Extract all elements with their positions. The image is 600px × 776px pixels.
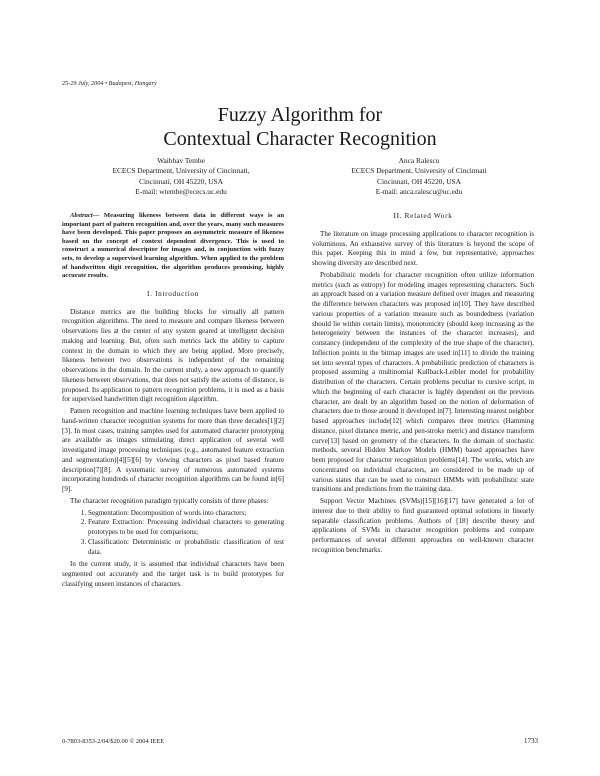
conference-header: 25-29 July, 2004 • Budapest, Hungary [62,80,157,87]
author-1 [62,156,300,198]
author-block [62,156,538,198]
author-2 [300,156,538,198]
author-address: Cincinnati, OH 45220, USA [139,176,223,186]
paragraph: Pattern recognition and machine learning techniques have been applied to hand-written character recognition systems for more than three decades[1][2][3]. In most cases, training samples used for automated character prototyping are available as images stimulating direct application of several well investigated image processing techniques (e.g., automated feature extraction and segmentation)[4][5][6] by viewing characters as pixel based feature description[7][8]. A systematic survey of numerous automated systems incorporating hundreds of character recognition algorithms can be found in[6][9]. [62,407,284,493]
related-work-heading: II. Related Work [393,212,453,220]
introduction-heading: I. Introduction [146,289,200,298]
paper-title [0,103,600,151]
left-column [62,212,284,590]
isbn-footer: 0-7803-8353-2/04/$20.00 © 2004 IEEE [62,738,165,745]
abstract-label: Abstract [70,212,93,219]
author-affiliation: ECECS Department, University of Cincinnati, [112,166,250,176]
page-number: 1733 [524,737,538,745]
title-line-1: Fuzzy Algorithm for [217,104,383,126]
right-column [312,212,534,556]
author-address: Cincinnati, OH 45220, USA [377,176,461,186]
paragraph: Support Vector Machines (SVMs)[15][16][17] have generated a lot of interest due to their ability to find guaranteed optimal solutions in linearly separable classification problems. Authors of [18] describe theory and applications of SVMs in character recognition problems and compare performances of several different approaches on well-known character recognition benchmarks. [312,497,534,554]
list-item: 3. Classification: Deterministic or probabilistic classification of test data. [88,538,284,558]
author-name: Anca Ralescu [398,156,440,165]
list-item: 1. Segmentation: Decomposition of words into characters; [88,509,284,519]
author-email: E-mail: anca.ralescu@uc.edu [375,187,463,197]
author-email: E-mail: wtembe@ececs.uc.edu [135,187,227,197]
paragraph: The literature on image processing applications to character recognition is voluminous. An exhaustive survey of this literature is beyond the scope of this paper. Keeping this in mind a few, but representative, approaches showing diversity are described next. [312,229,534,267]
paragraph: The character recognition paradigm typically consists of three phases: [70,496,269,505]
title-line-2: Contextual Character Recognition [163,128,437,150]
paragraph: Probabilistic models for character recognition often utilize information metrics (such as entropy) for modeling images representing characters. Such an approach based on a variation measure defined over images and measuring the difference between characters was proposed in[10]. They have described various properties of a variation measure such as boundedness (variation should lie within certain limits), monotonicity (should keep increasing as the heterogeneity between the instances of the character increases), and constancy (independent of the complexity of the true shape of the character). Inflection points in the bitmap images are used in[11] to divide the training set into several types of characters. A probabilistic prediction of characters is proposed assuming a multinomial Kullback-Leibler model for probability distribution of the characters. Certain problems peculiar to cursive script, in which the beginning of each character is highly dependent on the previous character, are dealt by an algorithm based on the notion of deformation of characters due to those around it developed in[7]. Interesting nearest neighbor based approaches include[12] which compares three metrics (Hamming distance, pixel distance metric, and pen-stroke metric) and distance transform curve[13] based on geometry of the characters. In the domain of stochastic methods, several Hidden Markov Models (HMM) based approaches have been proposed for character recognition problems[14]. The works, which are concentrated on individual characters, are considered to be made up of various states that can be used to construct HMMs with probabilistic state transitions and predictions from the training data. [312,270,534,494]
paragraph: Distance metrics are the building blocks for virtually all pattern recognition algorithms. The need to measure and compare likeness between observations lies at the center of any system geared at intelligent decision making and learning. But, often such metrics lack the ability to capture context in the domain to which they are being applied. More precisely, likeness between two observations is independent of the remaining observations in the domain. In the current study, a new approach to quantify likeness between observations, that does not satisfy the axioms of distance, is proposed. Its application to pattern recognition problems, it is used as a basis for supervised handwritten digit recognition algorithm. [62,307,284,404]
author-name: Waibhav Tembe [157,156,205,165]
abstract [62,212,284,281]
paragraph: In the current study, it is assumed that individual characters have been segmented out accurately and the target task is to build prototypes for classifying unseen instances of characters. [62,560,284,588]
abstract-text: — Measuring likeness between data in different ways is an important part of pattern recognition and, over the years, many such measures have been developed. This paper proposes an asymmetric measure of likeness based on the concept of context dependent divergence. This is used to construct a numerical descriptor for images and, in conjunction with fuzzy sets, to develop a supervised learning algorithm. When applied to the problem of handwritten digit recognition, the algorithm produces promising, highly accurate results. [62,212,284,280]
list-item: 2. Feature Extraction: Processing individual characters to generating prototypes to be used for comparisons; [88,518,284,538]
author-affiliation: ECECS Department, University of Cincinnati [351,166,487,176]
phase-list [62,509,284,558]
